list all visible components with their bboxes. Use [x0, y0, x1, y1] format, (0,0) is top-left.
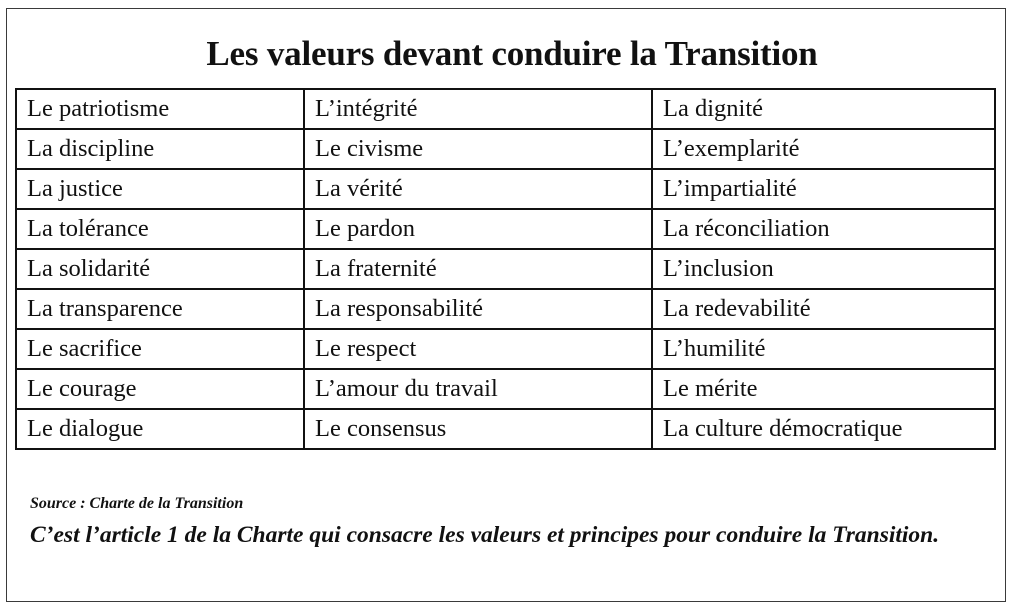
table-row [16, 169, 995, 209]
values-table [15, 88, 996, 450]
table-row [16, 129, 995, 169]
table-cell: Le sacrifice [16, 329, 304, 369]
table-cell: La responsabilité [304, 289, 652, 329]
table-row [16, 289, 995, 329]
table-cell: L’amour du travail [304, 369, 652, 409]
table-cell: Le patriotisme [16, 89, 304, 129]
table-cell: Le pardon [304, 209, 652, 249]
table-cell: La dignité [652, 89, 995, 129]
table-cell: Le consensus [304, 409, 652, 449]
table-cell: Le dialogue [16, 409, 304, 449]
table-cell: La culture démocratique [652, 409, 995, 449]
table-cell: L’exemplarité [652, 129, 995, 169]
table-cell: La redevabilité [652, 289, 995, 329]
table-cell: L’inclusion [652, 249, 995, 289]
table-cell: Le respect [304, 329, 652, 369]
table-cell: Le mérite [652, 369, 995, 409]
table-cell: La fraternité [304, 249, 652, 289]
table-cell: L’intégrité [304, 89, 652, 129]
table-cell: La justice [16, 169, 304, 209]
table-cell: Le civisme [304, 129, 652, 169]
table-cell: La tolérance [16, 209, 304, 249]
table-row [16, 209, 995, 249]
table-cell: L’impartialité [652, 169, 995, 209]
table-cell: La vérité [304, 169, 652, 209]
table-cell: La réconciliation [652, 209, 995, 249]
document-title: Les valeurs devant conduire la Transition [206, 34, 818, 73]
table-row [16, 329, 995, 369]
table-cell: La solidarité [16, 249, 304, 289]
table-cell: La discipline [16, 129, 304, 169]
table-row [16, 249, 995, 289]
table-row [16, 89, 995, 129]
table-cell: Le courage [16, 369, 304, 409]
table-row [16, 369, 995, 409]
table-row [16, 409, 995, 449]
source-caption: Source : Charte de la Transition [30, 495, 244, 512]
table-cell: La transparence [16, 289, 304, 329]
explanatory-note: C’est l’article 1 de la Charte qui consacre les valeurs et principes pour conduire la Transition. [30, 522, 940, 548]
table-cell: L’humilité [652, 329, 995, 369]
